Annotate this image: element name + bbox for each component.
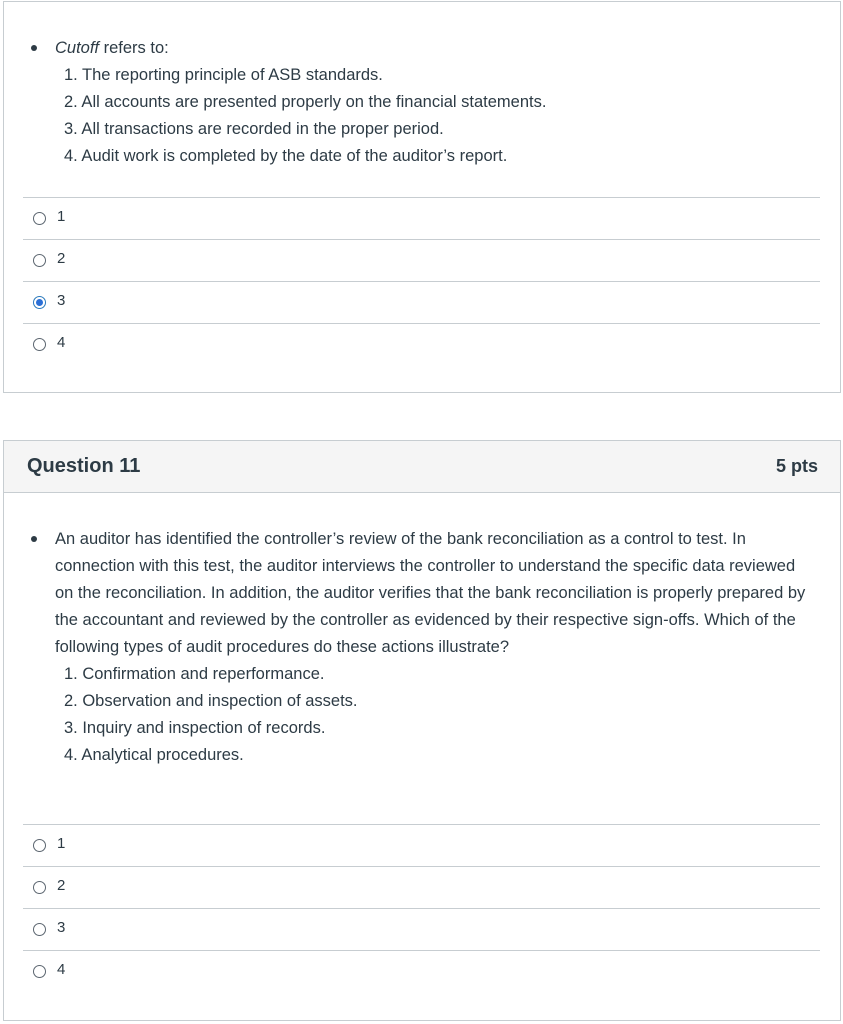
answer-label: 1 <box>57 208 66 225</box>
bullet-icon <box>31 536 37 542</box>
answer-label: 2 <box>57 250 66 267</box>
question-11-prompt-text: An auditor has identified the controller’s review of the bank reconciliation as a control to test. In connection with this test, the auditor interviews the controller to understand the specific data reviewed on the reconciliation. In addition, the auditor verifies that the bank reconciliation is properly prepared by the accountant and reviewed by the controller as evidenced by their respective sign-offs. Which of the following types of audit procedures do these actions illustrate? <box>55 530 806 656</box>
answer-label: 1 <box>57 835 66 852</box>
answer-option-3[interactable] <box>23 281 820 323</box>
answer-option-2[interactable] <box>23 239 820 281</box>
question-11-option-text: 1. Confirmation and reperformance. <box>64 665 325 683</box>
radio-button[interactable] <box>33 881 46 894</box>
answer-option-4[interactable] <box>23 950 820 992</box>
question-10-option-text: 4. Audit work is completed by the date of the auditor’s report. <box>64 147 508 165</box>
question-10-prompt-text: refers to: <box>99 39 169 57</box>
question-10-stem <box>4 35 840 170</box>
answer-label: 3 <box>57 919 66 936</box>
answer-label: 4 <box>57 961 66 978</box>
radio-button[interactable] <box>33 965 46 978</box>
question-11-answers <box>23 824 820 992</box>
question-11-card <box>3 440 841 1021</box>
question-10-prompt <box>4 35 840 62</box>
radio-button[interactable] <box>33 839 46 852</box>
radio-button[interactable] <box>33 923 46 936</box>
question-10-option-text: 2. All accounts are presented properly on the financial statements. <box>64 93 547 111</box>
question-11-option-list <box>4 661 840 769</box>
question-10-term: Cutoff <box>55 39 100 57</box>
question-header <box>4 441 840 493</box>
question-11-option-text: 3. Inquiry and inspection of records. <box>64 719 326 737</box>
question-10-option-text: 3. All transactions are recorded in the proper period. <box>64 120 444 138</box>
radio-button[interactable] <box>33 254 46 267</box>
question-11-option-text: 4. Analytical procedures. <box>64 746 244 764</box>
answer-label: 2 <box>57 877 66 894</box>
question-points: 5 pts <box>775 456 818 476</box>
question-11-prompt <box>4 526 840 661</box>
radio-button-selected[interactable] <box>33 296 46 309</box>
question-10-option-list <box>4 62 840 170</box>
answer-option-4[interactable] <box>23 323 820 365</box>
answer-option-3[interactable] <box>23 908 820 950</box>
question-title: Question 11 <box>27 455 141 477</box>
question-11-option-text: 2. Observation and inspection of assets. <box>64 692 358 710</box>
answer-label: 3 <box>57 292 66 309</box>
question-10-card <box>3 1 841 393</box>
question-10-option-text: 1. The reporting principle of ASB standards. <box>64 66 383 84</box>
question-11-stem <box>4 526 840 769</box>
radio-button[interactable] <box>33 338 46 351</box>
answer-option-1[interactable] <box>23 824 820 866</box>
radio-button[interactable] <box>33 212 46 225</box>
bullet-icon <box>31 45 37 51</box>
question-10-answers <box>23 197 820 365</box>
answer-label: 4 <box>57 334 66 351</box>
answer-option-1[interactable] <box>23 197 820 239</box>
answer-option-2[interactable] <box>23 866 820 908</box>
